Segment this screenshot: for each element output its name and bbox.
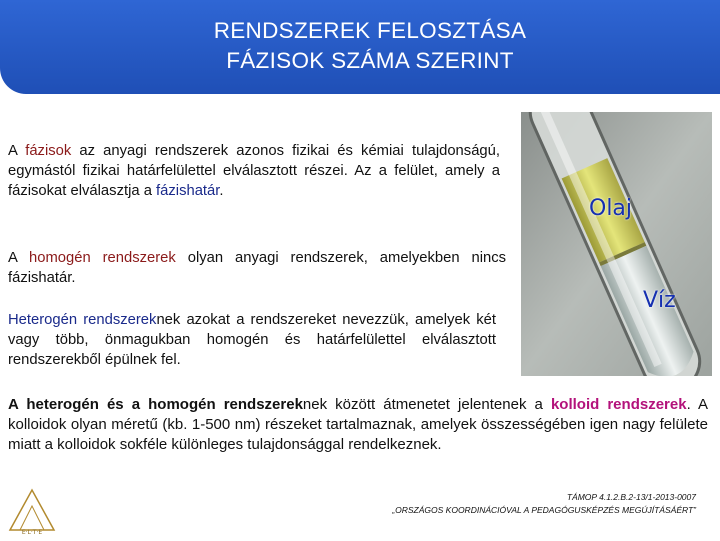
elte-logo-mark [4,484,60,536]
reference-line-1: TÁMOP 4.1.2.B.2-13/1-2013-0007 [566,492,696,502]
text-span: A [8,250,29,266]
page-title [60,16,680,76]
title-line-1: RENDSZEREK FELOSZTÁSA [213,18,527,43]
text-span: . [219,183,224,199]
title-banner [0,0,720,94]
reference-line-2: „ORSZÁGOS KOORDINÁCIÓVAL A PEDAGÓGUSKÉPZÉS MEGÚJÍTÁSÁÉRT” [392,505,696,515]
elte-logo [4,484,60,536]
test-tube-illustration [521,112,712,376]
text-span: nek azokat a rendszereket nevezzük, amelyek két vagy több, önmagukban homogén és határfelülettel elválasztott rendszerekből épülnek fel. [8,312,496,368]
text-span: . A kolloidok olyan méretű (kb. 1-500 nm) részeket tartalmaznak, amelyek összességében igen nagy felülete miatt a kolloidok sokféle különleges tulajdonsággal rendelkeznek. [8,396,708,453]
heterogeneous-paragraph [8,310,496,370]
phases-paragraph [8,141,500,201]
term-systems-bold: A heterogén és a homogén rendszerek [8,396,303,413]
colloid-paragraph [8,395,708,455]
term-phases: fázisok [25,143,72,159]
homogeneous-paragraph [8,248,506,288]
term-heterogeneous: Heterogén rendszerek [8,312,157,328]
term-phase-boundary: fázishatár [156,183,220,199]
term-colloid: kolloid rendszerek [550,396,687,413]
text-span: A [8,143,26,159]
text-span: olyan anyagi rendszerek, amelyekben nincs fázishatár. [8,250,507,286]
text-span: az anyagi rendszerek azonos fizikai és kémiai tulajdonságú, egymástól fizikai határfelülettel elválasztott részei. Az a felület, amely a fázisokat elválasztja a [8,143,500,199]
oil-label: Olaj [589,196,633,221]
funding-reference [276,491,696,517]
logo-text: E·L·T·E [21,529,43,536]
test-tube-photo [521,112,712,376]
water-label: Víz [643,288,676,313]
text-span: nek között átmenetet jelentenek a [302,396,551,413]
term-homogeneous: homogén rendszerek [28,250,176,266]
title-line-2: FÁZISOK SZÁMA SZERINT [226,48,514,73]
